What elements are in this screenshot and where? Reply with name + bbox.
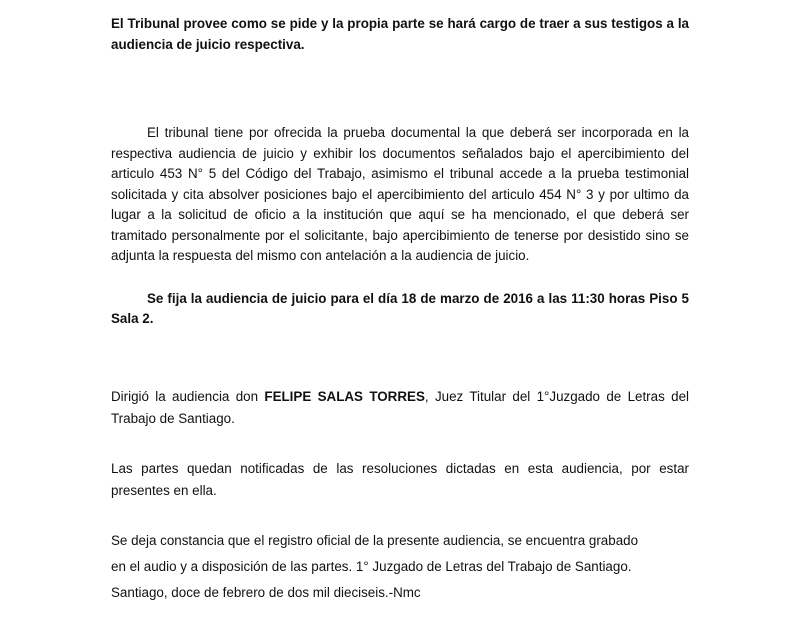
juez-intro-text: Dirigió la audiencia don [111, 388, 265, 404]
paragraph-juez [111, 386, 689, 430]
paragraph-prueba: El tribunal tiene por ofrecida la prueba documental la que deberá ser incorporada en la respectiva audiencia de juicio y exhibir los documentos señalados bajo el apercibimiento del articulo 453 N° 5 del Código del Trabajo, asimismo el tribunal accede a la prueba testimonial solicitada y cita absolver posiciones bajo el apercibimiento del articulo 454 N° 3 y por ultimo da lugar a la solicitud de oficio a la institución que aquí se ha mencionado, el que deberá ser tramitado personalmente por el solicitante, bajo apercibimiento de tenerse por desistido sino se adjunta la respuesta del mismo con antelación a la audiencia de juicio. [111, 125, 689, 263]
constancia-line-1: Se deja constancia que el registro oficial de la presente audiencia, se encuentra grabado [111, 532, 639, 548]
paragraph-testigos: El Tribunal provee como se pide y la propia parte se hará cargo de traer a sus testigos a la audiencia de juicio respectiva. [111, 16, 689, 52]
paragraph-notificacion: Las partes quedan notificadas de las resoluciones dictadas en esta audiencia, por estar presentes en ella. [111, 460, 689, 498]
paragraph-constancia [111, 528, 689, 606]
juez-name: FELIPE SALAS TORRES [264, 388, 425, 404]
juez-title-text: , Juez Titular del 1°Juzgado de Letras del Trabajo de Santiago. [111, 388, 689, 426]
document-page [111, 14, 689, 606]
paragraph-audiencia-fecha: Se fija la audiencia de juicio para el día 18 de marzo de 2016 a las 11:30 horas Piso 5 Sala 2. [111, 290, 689, 326]
constancia-line-3: Santiago, doce de febrero de dos mil dieciseis.-Nmc [111, 584, 421, 600]
constancia-line-2: en el audio y a disposición de las partes. 1° Juzgado de Letras del Trabajo de Santiago. [111, 558, 632, 574]
